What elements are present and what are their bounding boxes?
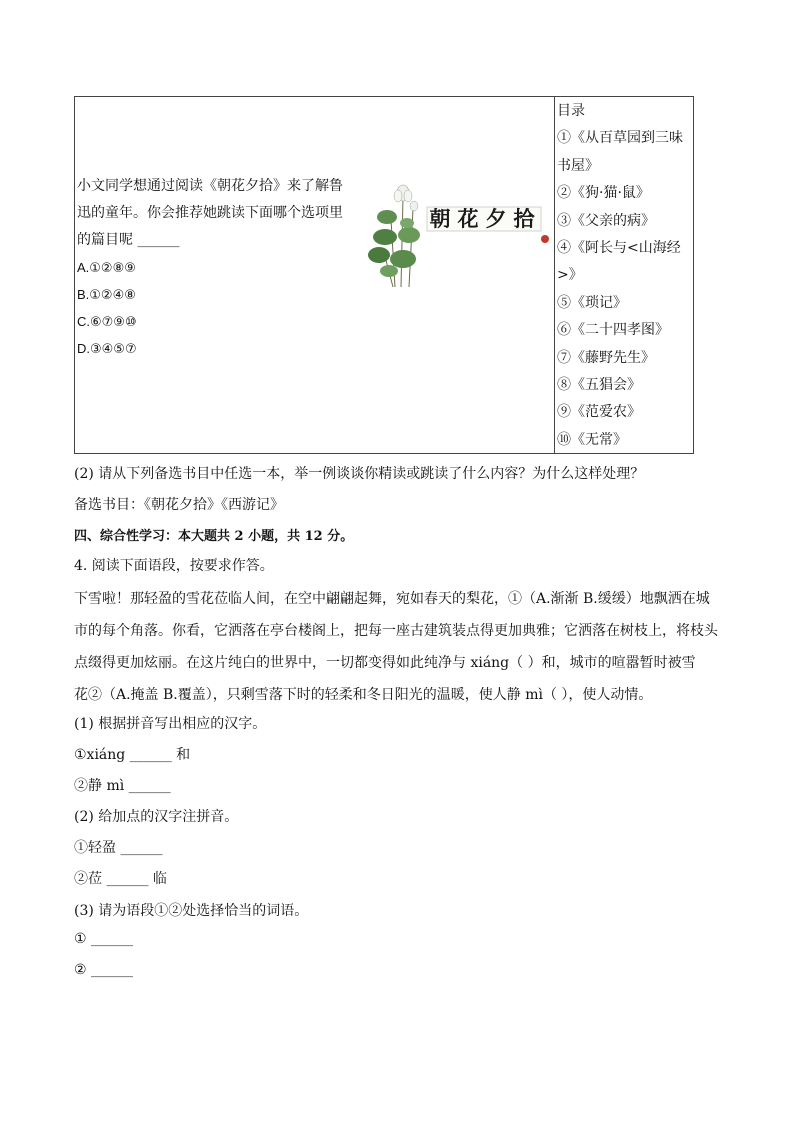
toc-item: ⑨《范爱农》 <box>557 404 641 421</box>
answer-line: ① ______ <box>74 931 134 947</box>
question-table <box>74 96 694 454</box>
answer-line: ②静 mì ______ <box>74 778 171 794</box>
passage-line: 市的每个角落。你看，它洒落在亭台楼阁上，把每一座古建筑装点得更加典雅；它洒落在树枝上，将枝头 <box>74 623 718 639</box>
cover-title-char: 朝 <box>429 206 451 231</box>
option-d: D.③④⑤⑦ <box>77 341 137 356</box>
question-cell <box>77 173 359 362</box>
lotus-leaf-icon <box>368 210 420 277</box>
toc-item: ②《狗·猫·鼠》 <box>557 185 650 202</box>
lotus-flower-icon <box>394 185 418 211</box>
toc-item: ⑦《藤野先生》 <box>557 349 655 366</box>
toc-item: 目录 <box>557 103 585 119</box>
toc-item: 书屋》 <box>557 157 599 174</box>
table-of-contents <box>557 98 693 454</box>
answer-line: ②莅 ______ 临 <box>74 871 167 887</box>
book-cover-illustration <box>365 179 555 291</box>
book-list: 备选书目：《朝花夕拾》《西游记》 <box>74 497 284 513</box>
seal-stamp-icon <box>541 235 549 243</box>
question-line: 小文同学想通过阅读《朝花夕拾》来了解鲁 <box>77 178 343 194</box>
answer-line: ①xiáng ______ 和 <box>74 747 191 763</box>
sub-question: (3) 请为语段①②处选择恰当的词语。 <box>74 903 309 919</box>
cover-title-char: 花 <box>457 206 479 231</box>
toc-item: >》 <box>557 267 583 284</box>
cover-title-char: 拾 <box>513 206 535 231</box>
section-heading: 四、综合性学习：本大题共 2 小题，共 12 分。 <box>74 529 354 544</box>
answer-line: ② ______ <box>74 962 134 978</box>
option-a: A.①②⑧⑨ <box>77 260 136 275</box>
option-b: B.①②④⑧ <box>77 287 136 302</box>
passage-line: 点缀得更加炫丽。在这片纯白的世界中，一切都变得如此纯净与 xiáng（ ）和，城市的喧嚣暂时被雪 <box>74 655 696 671</box>
cover-title-char: 夕 <box>485 206 507 231</box>
passage-line: 下雪啦！那轻盈的雪花莅临人间，在空中翩翩起舞，宛如春天的梨花，①（A.渐渐 B.缓缓）地飘洒在城 <box>74 591 710 607</box>
option-c: C.⑥⑦⑨⑩ <box>77 314 137 329</box>
cover-title <box>427 206 541 231</box>
question-line: 迅的童年。你会推荐她跳读下面哪个选项里 <box>77 205 343 221</box>
question-4-intro: 4. 阅读下面语段，按要求作答。 <box>74 558 274 574</box>
toc-item: ③《父亲的病》 <box>557 212 655 229</box>
toc-item: ⑥《二十四孝图》 <box>557 322 669 339</box>
question-2: (2) 请从下列备选书目中任选一本，举一例谈谈你精读或跳读了什么内容？为什么这样处理？ <box>74 466 645 482</box>
answer-line: ①轻盈 ______ <box>74 840 163 856</box>
toc-item: ①《从百草园到三味 <box>557 130 683 147</box>
sub-question: (1) 根据拼音写出相应的汉字。 <box>74 716 267 732</box>
toc-item: ⑩《无常》 <box>557 431 627 448</box>
toc-item: ④《阿长与<山海经 <box>557 240 681 257</box>
sub-question: (2) 给加点的汉字注拼音。 <box>74 809 239 825</box>
toc-item: ⑧《五猖会》 <box>557 377 641 394</box>
reading-passage <box>74 583 724 711</box>
toc-item: ⑤《琐记》 <box>557 294 627 311</box>
passage-line: 花②（A.掩盖 B.覆盖），只剩雪落下时的轻柔和冬日阳光的温暖，使人静 mì（ ），使人动情。 <box>74 687 653 703</box>
question-line: 的篇目呢 ______ <box>77 232 180 248</box>
